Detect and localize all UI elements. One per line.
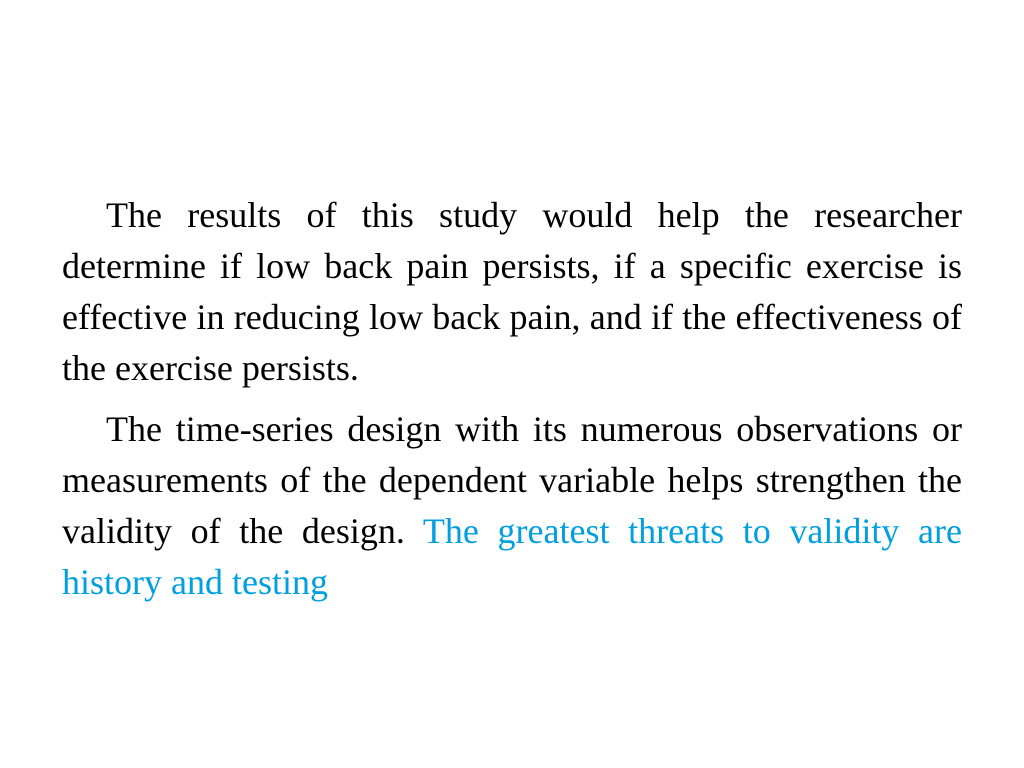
paragraph-2-text: The time-series design with its numerous observations or measurements of the dependent variable helps strengthen the validity of the design. <box>62 409 962 551</box>
paragraph-study-results <box>62 190 962 394</box>
slide-body <box>62 190 962 608</box>
paragraph-time-series-design <box>62 404 962 608</box>
validity-threats-highlight: The greatest threats to validity are history and testing <box>62 511 962 602</box>
paragraph-1-text: The results of this study would help the researcher determine if low back pain persists, if a specific exercise is effective in reducing low back pain, and if the effectiveness of the exercise persists. <box>62 195 962 388</box>
